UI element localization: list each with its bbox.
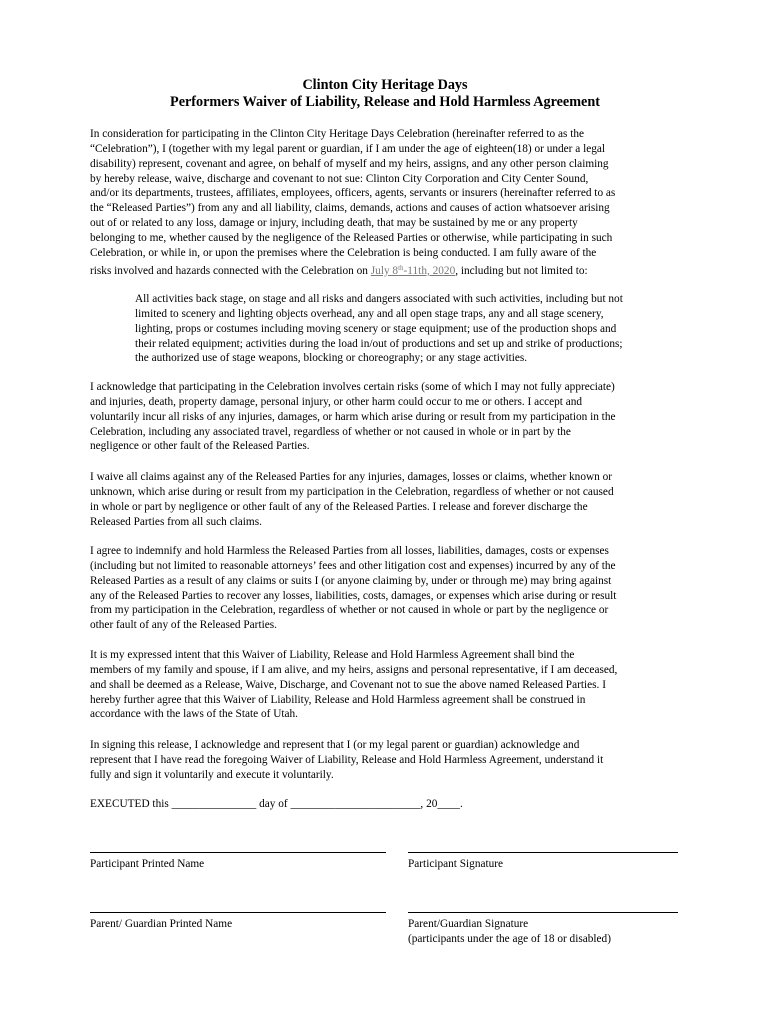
paragraph-line: negligence or other fault of the Released Parties. (90, 440, 310, 453)
paragraph-line: limited to scenery and lighting objects overhead, any and all open stage traps, any and all stage scenery, (135, 307, 604, 320)
document-title: Clinton City Heritage Days (302, 77, 468, 93)
participant-signature-label: Participant Signature (408, 858, 504, 870)
expressed-intent-paragraph (90, 648, 690, 722)
paragraph-line: from my participation in the Celebration, regardless of whether or not caused in whole or part by the negligence or (90, 604, 609, 617)
guardian-signature-note: (participants under the age of 18 or disabled) (408, 933, 611, 945)
document-subtitle: Performers Waiver of Liability, Release and Hold Harmless Agreement (170, 94, 600, 110)
paragraph-line: and injuries, death, property damage, personal injury, or other harm could occur to me or others. I accept and (90, 395, 583, 408)
paragraph-line: I acknowledge that participating in the Celebration involves certain risks (some of which I may not fully appreciate) (90, 381, 615, 393)
risks-text: risks involved and hazards connected with the Celebration on (90, 264, 371, 277)
paragraph-line: their related equipment; activities during the load in/out of productions and set up and strike of productions; (135, 337, 623, 350)
indemnify-paragraph (90, 544, 690, 633)
paragraph-line: All activities back stage, on stage and all risks and dangers associated with such activities, including but not (135, 293, 623, 305)
guardian-signature-label: Parent/Guardian Signature (408, 918, 529, 930)
paragraph-line: “Celebration”), I (together with my legal parent or guardian, if I am under the age of eighteen(18) or under a legal (90, 142, 606, 155)
paragraph-line: the authorized use of stage weapons, blocking or choreography; or any stage activities. (135, 352, 528, 365)
acknowledge-risks-paragraph (90, 380, 690, 454)
paragraph-line: represent that I have read the foregoing Waiver of Liability, Release and Hold Harmless Agreement, understand it (90, 753, 604, 766)
consideration-paragraph (90, 127, 690, 278)
paragraph-line: belonging to me, whether caused by the negligence of the Released Parties or otherwise, while participating in such (90, 231, 613, 244)
paragraph-line: I waive all claims against any of the Released Parties for any injuries, damages, losses or claims, whether known or (90, 471, 613, 483)
activities-paragraph (135, 292, 695, 366)
paragraph-line: (including but not limited to reasonable attorneys’ fees and other litigation cost and expenses) incurred by any of the (90, 559, 616, 572)
participant-printed-name-label: Participant Printed Name (90, 858, 205, 870)
event-date (371, 265, 455, 277)
paragraph-line: I agree to indemnify and hold Harmless the Released Parties from all losses, liabilities, damages, costs or expenses (90, 545, 609, 557)
event-date-start: July 8 (370, 264, 399, 277)
event-date-end: -11th, 2020 (403, 264, 456, 277)
paragraph-line: lighting, props or costumes including moving scenery or stage equipment; use of the production shops and (135, 322, 617, 335)
paragraph-line: In signing this release, I acknowledge and represent that I (or my legal parent or guardian) acknowledge and (90, 739, 580, 751)
participant-printed-name-line[interactable] (90, 852, 386, 853)
paragraph-line: fully and sign it voluntarily and execute it voluntarily. (90, 768, 334, 781)
paragraph-line: accordance with the laws of the State of Utah. (90, 708, 298, 721)
participant-signature-line[interactable] (408, 852, 678, 853)
paragraph-line: Celebration, including any associated travel, regardless of whether or not caused in whole or in part by the (90, 425, 571, 438)
waive-claims-paragraph (90, 470, 690, 529)
guardian-signature-line[interactable] (408, 912, 678, 913)
paragraph-line: and/or its departments, trustees, affiliates, employees, officers, agents, servants or insurers (hereinafter referred to as (90, 187, 616, 200)
guardian-printed-name-line[interactable] (90, 912, 386, 913)
risks-suffix: , including but not limited to: (455, 264, 588, 277)
paragraph-line: unknown, which arise during or result from my participation in the Celebration, regardless of whether or not caused (90, 485, 614, 498)
paragraph-line: out of or related to any loss, damage or injury, including death, that may be sustained by me or any property (90, 217, 578, 230)
paragraph-line: voluntarily incur all risks of any injuries, damages, or harm which arise during or result from my participation in the (90, 410, 616, 423)
paragraph-line: Released Parties as a result of any claims or suits I (or anyone claiming by, under or through me) may bring against (90, 574, 612, 587)
paragraph-line: and shall be deemed as a Release, Waive, Discharge, and Covenant not to sue the above named Released Parties. I (90, 678, 606, 691)
paragraph-line: the “Released Parties”) from any and all liability, claims, demands, actions and causes of action whatsoever arising (90, 202, 610, 215)
paragraph-line: members of my family and spouse, if I am alive, and my heirs, assigns and personal representative, if I am deceased, (90, 663, 618, 676)
paragraph-line-with-date (90, 261, 690, 279)
guardian-printed-name-label: Parent/ Guardian Printed Name (90, 918, 233, 930)
paragraph-line: Released Parties from all such claims. (90, 515, 262, 528)
paragraph-line: In consideration for participating in the Clinton City Heritage Days Celebration (hereinafter referred to as the (90, 128, 585, 140)
signing-paragraph (90, 738, 690, 783)
executed-line: EXECUTED this _______________ day of _______________________, 20____. (90, 798, 463, 810)
paragraph-line: any of the Released Parties to recover any losses, liabilities, costs, damages, or expenses which arise during or result (90, 589, 617, 602)
paragraph-line: Celebration, or while in, or upon the premises where the Celebration is being conducted. I am fully aware of the (90, 246, 597, 259)
paragraph-line: hereby further agree that this Waiver of Liability, Release and Hold Harmless agreement shall be construed in (90, 693, 586, 706)
paragraph-line: by hereby release, waive, discharge and covenant to not sue: Clinton City Corporation and City Center Sound, (90, 172, 589, 185)
paragraph-line: in whole or part by negligence or other fault of any of the Released Parties. I release and forever discharge the (90, 500, 588, 513)
paragraph-line: other fault of any of the Released Parties. (90, 619, 277, 632)
paragraph-line: It is my expressed intent that this Waiver of Liability, Release and Hold Harmless Agreement shall bind the (90, 649, 575, 661)
event-date-superscript: th (398, 263, 404, 272)
paragraph-line: disability) represent, covenant and agree, on behalf of myself and my heirs, assigns, and any other person claiming (90, 157, 609, 170)
